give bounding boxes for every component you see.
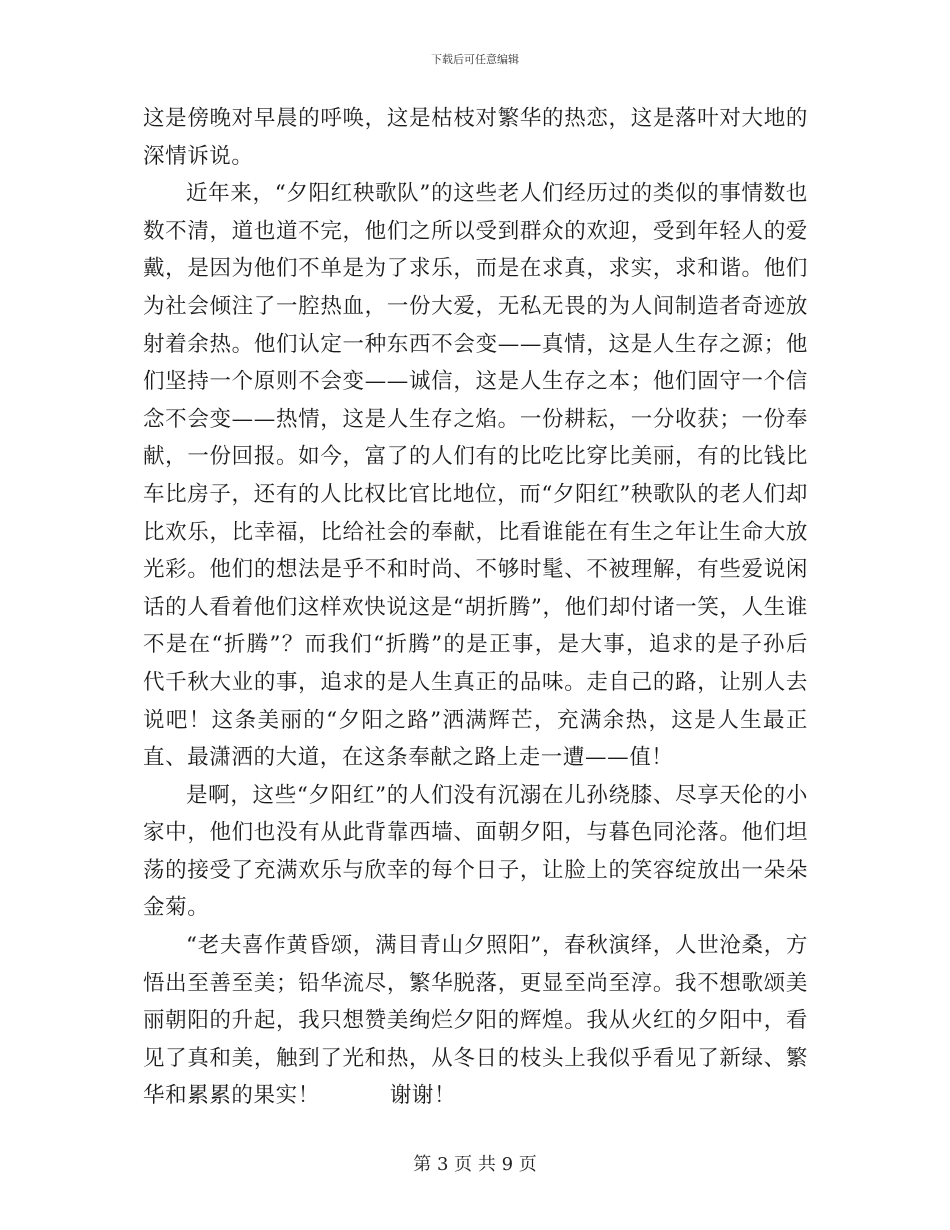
paragraph-3: 是啊，这些“夕阳红”的人们没有沉溺在儿孙绕膝、尽享天伦的小家中，他们也没有从此背靠西墙、面朝夕阳，与暮色同沦落。他们坦荡的接受了充满欢乐与欣幸的每个日子，让脸上的笑容绽放出一朵朵金菊。 xyxy=(143,782,808,921)
document-body xyxy=(143,100,808,1115)
paragraph-1: 这是傍晚对早晨的呼唤，这是枯枝对繁华的热恋，这是落叶对大地的深情诉说。 xyxy=(143,106,808,169)
paragraph-4 xyxy=(143,927,808,1115)
page-footer: 第 3 页 共 9 页 xyxy=(413,1154,537,1175)
paragraph-4-text: “老夫喜作黄昏颂，满目青山夕照阳”，春秋演绎，人世沧桑，方悟出至善至美；铅华流尽，繁华脱落，更显至尚至淳。我不想歌颂美丽朝阳的升起，我只想赞美绚烂夕阳的辉煌。我从火红的夕阳中，看见了真和美，触到了光和热，从冬日的枝头上我似乎看见了新绿、繁华和累累的果实！ xyxy=(143,933,808,1109)
closing-thanks: 谢谢！ xyxy=(389,1083,457,1109)
paragraph-2: 近年来，“夕阳红秧歌队”的这些老人们经历过的类似的事情数也数不清，道也道不完，他们之所以受到群众的欢迎，受到年轻人的爱戴，是因为他们不单是为了求乐，而是在求真，求实，求和谐。他们为社会倾注了一腔热血，一份大爱，无私无畏的为人间制造者奇迹放射着余热。他们认定一种东西不会变——真情，这是人生存之源；他们坚持一个原则不会变——诚信，这是人生存之本；他们固守一个信念不会变——热情，这是人生存之焰。一份耕耘，一分收获；一份奉献，一份回报。如今，富了的人们有的比吃比穿比美丽，有的比钱比车比房子，还有的人比权比官比地位，而“夕阳红”秧歌队的老人们却比欢乐，比幸福，比给社会的奉献，比看谁能在有生之年让生命大放光彩。他们的想法是乎不和时尚、不够时髦、不被理解，有些爱说闲话的人看着他们这样欢快说这是“胡折腾”，他们却付诸一笑，人生谁不是在“折腾”？而我们“折腾”的是正事，是大事，追求的是子孙后代千秋大业的事，追求的是人生真正的品味。走自己的路，让别人去说吧！这条美丽的“夕阳之路”洒满辉芒，充满余热，这是人生最正直、最潇洒的大道，在这条奉献之路上走一遭——值！ xyxy=(143,181,808,771)
page-header: 下载后可任意编辑 xyxy=(431,53,519,66)
